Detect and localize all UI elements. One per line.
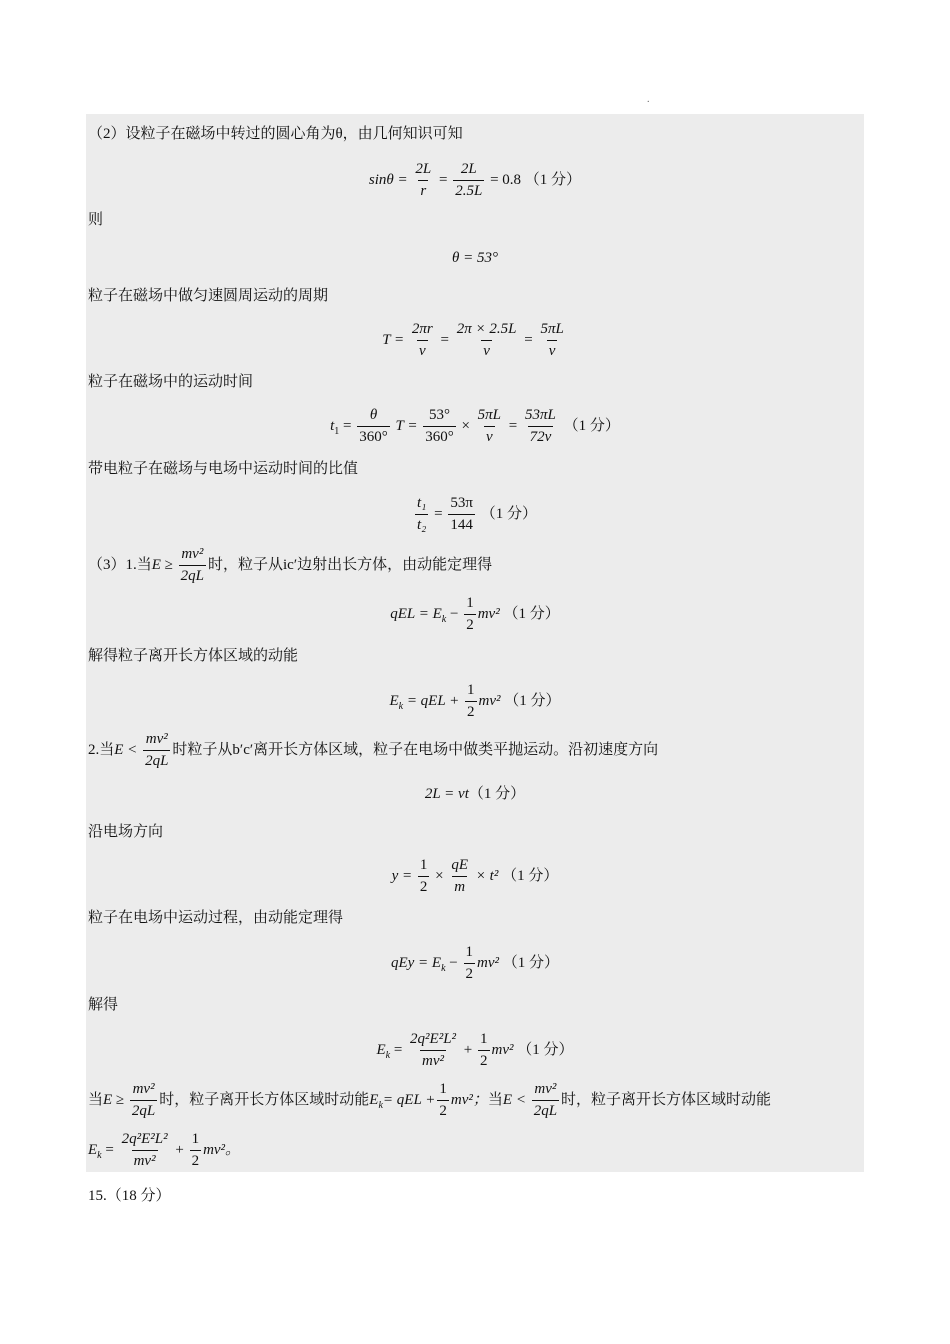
solution-panel (86, 114, 864, 1172)
equation-energy-2: $E_k$ = qEL + $\frac{1}{2}$ mv² （1 分） (389, 682, 561, 720)
summary-line-1: 当E ≥ $\frac{\text{mv²}}{2qL}$ 时，粒子离开长方体区域时动能$E_k=$ qEL + $\frac{1}{2}$ mv²；当E < $\frac{\text{mv²}}{2qL}$ 时，粒子离开长方体区域时动能 (88, 1081, 772, 1119)
then-label: 则 (88, 212, 104, 228)
ratio-text: 带电粒子在磁场与电场中运动时间的比值 (88, 461, 359, 477)
question-15-heading: 15.（18 分） (88, 1188, 171, 1204)
solve1-text: 解得粒子离开长方体区域的动能 (88, 648, 299, 664)
equation-t1: $t_1$ = $\frac{\theta}{360^\circ}$ T = $\frac{53^\circ}{360^\circ}$ × $\frac{5\pi L}{v}$ = $\frac{53\pi L}{72v}$ （1 分） (330, 407, 620, 445)
page-dot: . (647, 94, 650, 105)
case2-line: 2.当E < $\frac{\text{mv²}}{2qL}$ 时粒子从b′c′离开长方体区域，粒子在电场中做类平抛运动。沿初速度方向 (88, 731, 659, 769)
equation-energy-3: qEy = $E_k$ − $\frac{1}{2}$ mv² （1 分） (390, 944, 560, 982)
equation-displacement: y = $\frac{1}{2}$ × $\frac{qE}{m}$ × t² （1 分） (391, 857, 559, 895)
equation-sin-theta: sinθ = $\frac{2L}{r}$ = $\frac{2L}{2.5L}$ = 0.8 （1 分） (368, 161, 582, 199)
equation-energy-4: $E_k$ = $\frac{\text{2q²E²L²}}{\text{mv²}}$ + $\frac{1}{2}$ mv² （1 分） (376, 1031, 574, 1069)
part2-intro: （2）设粒子在磁场中转过的圆心角为θ，由几何知识可知 (88, 126, 463, 142)
case1-line: （3）1.当E ≥ $\frac{\text{mv²}}{2qL}$ 时，粒子从ic′边射出长方体，由动能定理得 (88, 546, 493, 584)
equation-ratio: $\frac{\text{t₁}}{\text{t₂}}$ = $\frac{53\pi}{144}$ （1 分） (417, 495, 537, 533)
equation-velocity: 2L = vt（1 分） (424, 786, 526, 802)
summary-line-2: $E_k$ = $\frac{\text{2q²E²L²}}{\text{mv²}}$ + $\frac{1}{2}$ mv²。 (88, 1131, 241, 1169)
equation-period: T = $\frac{2\pi r}{v}$ = $\frac{2\pi \times 2.5L}{v}$ = $\frac{5\pi L}{v}$ (382, 321, 564, 359)
time-text: 粒子在磁场中的运动时间 (88, 374, 254, 390)
equation-theta: θ = 53° (452, 250, 498, 266)
field-direction-text: 沿电场方向 (88, 824, 164, 840)
period-text: 粒子在磁场中做匀速圆周运动的周期 (88, 288, 329, 304)
process-text: 粒子在电场中运动过程，由动能定理得 (88, 910, 344, 926)
equation-energy-1: qEL = $E_k$ − $\frac{1}{2}$ mv² （1 分） (390, 595, 560, 633)
solve2-text: 解得 (88, 997, 119, 1013)
